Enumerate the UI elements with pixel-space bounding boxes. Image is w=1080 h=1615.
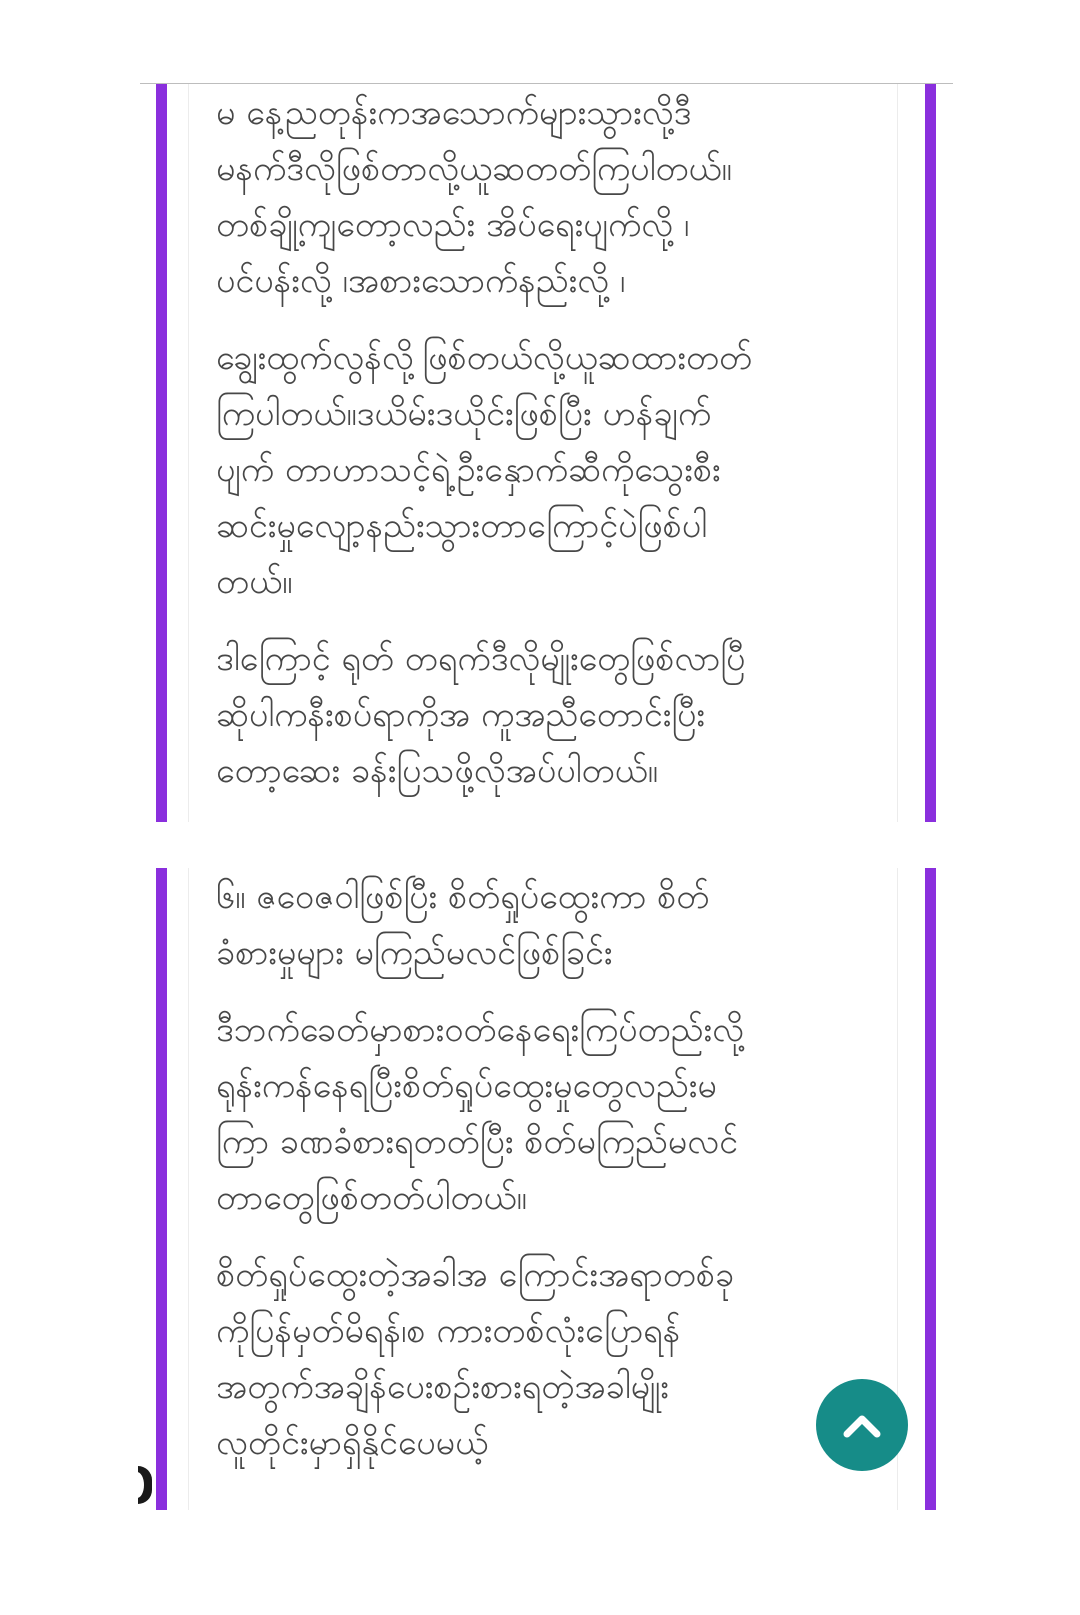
text-line: ပျက် တာဟာသင့်ရဲ့ဦးနှောက်ဆီကိုသွေးစီး [216,450,721,490]
article-card [156,84,936,822]
text-line: မနက်ဒီလိုဖြစ်တာလို့ယူဆတတ်ကြပါတယ်။ [216,149,732,189]
accent-bar-right [925,868,936,1510]
text-line: တော့ဆေး ခန်းပြသဖို့လိုအပ်ပါတယ်။ [216,751,658,791]
text-line: ဒီဘက်ခေတ်မှာစားဝတ်နေရေးကြပ်တည်းလို့ [216,1010,744,1050]
text-line: ၆။ ဇဝေဇဝါဖြစ်ပြီး စိတ်ရှုပ်ထွေးကာ စိတ် [216,877,710,917]
edge-handle[interactable] [138,1466,152,1504]
chevron-up-icon [842,1411,882,1439]
section-heading [216,869,897,981]
paragraph [216,1247,897,1471]
text-line: ဆိုပါကနီးစပ်ရာကိုအ ကူအညီတောင်းပြီး [216,695,706,735]
text-line: မ နေ့ညတုန်းကအသောက်များသွားလို့ဒီ [216,93,692,133]
accent-bar-left [156,868,167,1510]
text-line: လူတိုင်းမှာရှိနိုင်ပေမယ့် [216,1423,489,1463]
paragraph [216,1002,897,1226]
scroll-to-top-button[interactable] [816,1379,908,1471]
text-line: ဒါကြောင့် ရုတ် တရက်ဒီလိုမျိုးတွေဖြစ်လာပြီ [216,639,746,679]
text-line: စိတ်ရှုပ်ထွေးတဲ့အခါအ ကြောင်းအရာတစ်ခု [216,1255,735,1295]
text-line: ဆင်းမှုလျော့နည်းသွားတာကြောင့်ပဲဖြစ်ပါ [216,506,708,546]
text-line: ကြပါတယ်။ဒယိမ်းဒယိုင်းဖြစ်ပြီး ဟန်ချက် [216,394,712,434]
text-line: တစ်ချို့ကျတော့လည်း အိပ်ရေးပျက်လို့ ၊ [216,205,690,245]
card-body [188,868,898,1510]
card-body [188,84,898,822]
text-line: ကိုပြန်မှတ်မိရန်၊စ ကားတစ်လုံးပြောရန် [216,1311,681,1351]
text-line: ခံစားမှုများ မကြည်မလင်ဖြစ်ခြင်း [216,933,613,973]
paragraph [216,85,897,309]
accent-bar-right [925,84,936,822]
paragraph [216,330,897,610]
text-line: ချွေးထွက်လွန်လို့ဖြစ်တယ်လို့ယူဆထားတတ် [216,338,753,378]
paragraph [216,631,897,799]
text-line: တာတွေဖြစ်တတ်ပါတယ်။ [216,1178,527,1218]
text-line: ရုန်းကန်နေရပြီးစိတ်ရှုပ်ထွေးမှုတွေလည်းမ [216,1066,717,1106]
text-line: အတွက်အချိန်ပေးစဉ်းစားရတဲ့အခါမျိုး [216,1367,669,1407]
text-line: ကြာ ခဏခံစားရတတ်ပြီး စိတ်မကြည်မလင် [216,1122,738,1162]
text-line: ပင်ပန်းလို့ ၊အစားသောက်နည်းလို့ ၊ [216,261,626,301]
accent-bar-left [156,84,167,822]
text-line: တယ်။ [216,562,293,602]
